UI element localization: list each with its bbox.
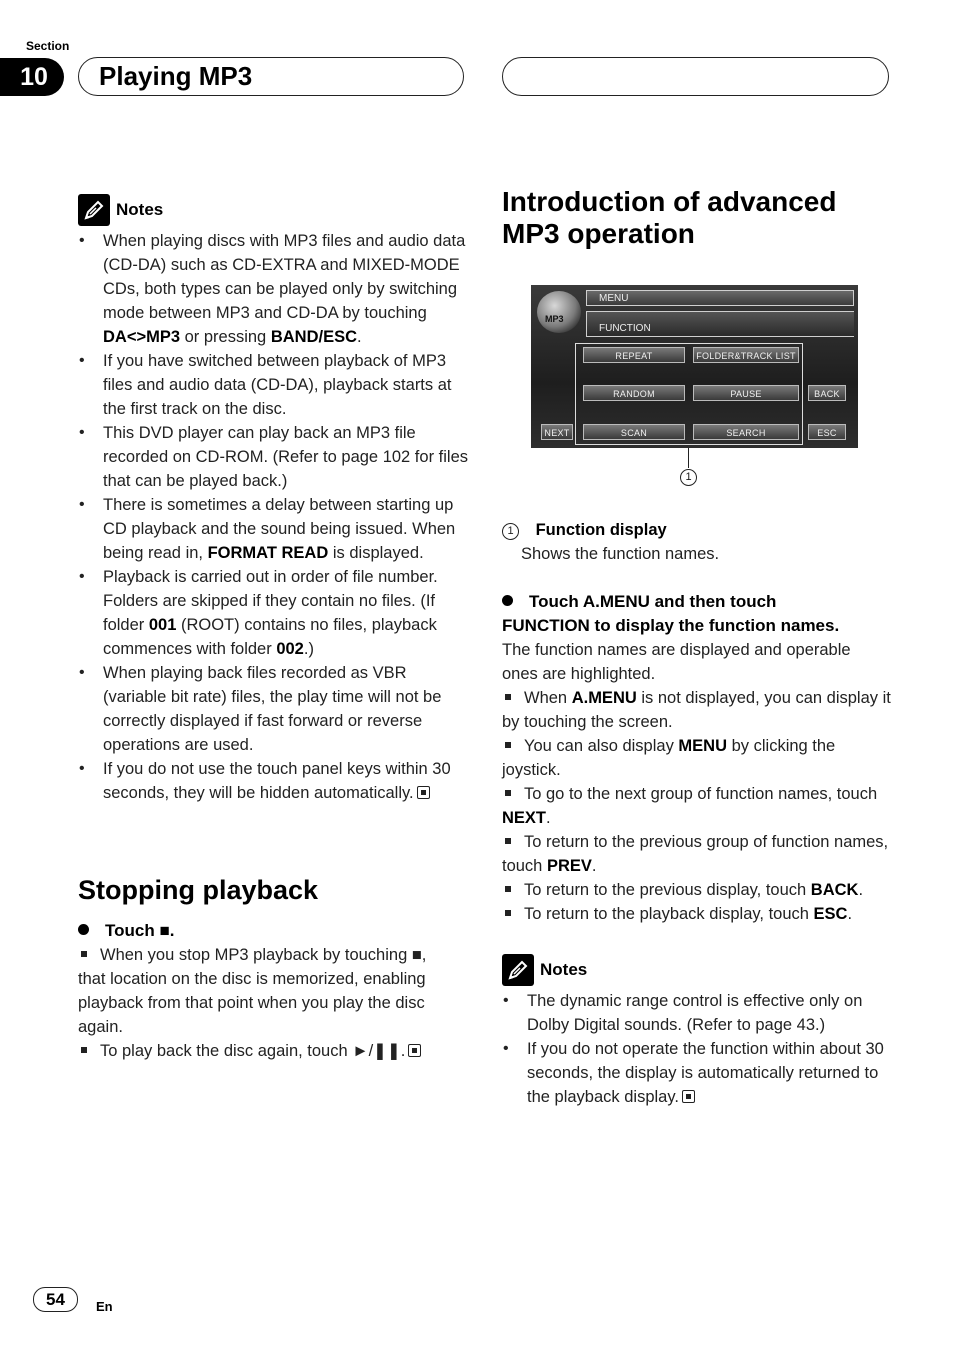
bold-term: FORMAT READ [207,544,329,562]
notes-heading [78,194,468,226]
screen-repeat-button[interactable]: REPEAT [583,347,685,363]
note-item [78,349,468,421]
text-run: . [591,857,597,875]
square-bullet-icon [505,790,511,796]
screen-pause-button[interactable]: PAUSE [693,385,799,401]
intro-heading-line: Introduction of advanced [502,186,837,217]
function-step-desc: The function names are displayed and operable ones are highlighted. [502,641,851,683]
notes-title: Notes [540,960,588,979]
screen-esc-button[interactable]: ESC [808,424,846,440]
text-run: . [847,905,853,923]
info-bullet [502,902,892,926]
legend-title: Function display [535,521,667,539]
text-run: To return to the previous group of function names, touch [502,833,889,875]
bold-term: MENU [678,737,728,755]
bold-term: PREV [546,857,592,875]
header-blank-pill [502,57,889,96]
callout-number-text: 1 [680,469,697,486]
stopping-bullet-text: When you stop MP3 playback by touching ■, that location on the disc is memorized, enabling playback from that point when you play the disc again. [78,946,427,1036]
end-mark-icon [417,786,430,799]
section-title: Playing MP3 [78,57,464,96]
text-run: There is sometimes a delay between starting up CD playback and the sound being issued. When being read in, [103,496,456,562]
note-item [78,493,468,565]
square-bullet-icon [505,694,511,700]
pencil-note-icon [78,194,110,226]
info-bullet [502,782,892,830]
square-bullet-icon [505,742,511,748]
note-item [502,1037,892,1109]
bold-term: DA<>MP3 [103,328,181,346]
screen-next-button[interactable]: NEXT [541,424,573,440]
note-item [78,565,468,661]
bold-term: BAND/ESC [270,328,358,346]
left-notes-list [78,229,468,805]
right-notes-list [502,989,892,1109]
section-label: Section [26,39,70,53]
function-display-screen [531,285,858,448]
stopping-heading: Stopping playback [78,875,319,905]
step-bullet-icon [78,924,89,935]
text-run: You can also display [524,737,679,755]
screen-function-bar[interactable]: FUNCTION [586,311,854,337]
text-run: To return to the previous display, touch [524,881,811,899]
text-run: .) [303,640,314,658]
stopping-step-text: Touch ■. [105,921,175,940]
text-run: is not displayed, you can display it by touching the screen. [502,689,891,731]
intro-heading [502,186,922,250]
text-run: When [524,689,572,707]
note-item [502,989,892,1037]
text-run: Playback is carried out in order of file number. Folders are skipped if they contain no files. (If folder [103,568,438,634]
left-column [78,194,468,1063]
section-number: 10 [0,58,64,96]
page-number: 54 [33,1287,78,1312]
text-run: If you do not use the touch panel keys within 30 seconds, they will be hidden automatically. [103,760,451,802]
note-item [78,757,468,805]
note-item [78,661,468,757]
square-bullet-icon [81,1047,87,1053]
stopping-bullet [78,1039,468,1063]
info-bullet [502,830,892,878]
text-run: When playing back files recorded as VBR (variable bit rate) files, the play time will not be correctly displayed if fast forward or reverse operations are used. [103,664,442,754]
legend-item [502,518,897,542]
text-run: (ROOT) contains no files, playback commences with folder [103,616,437,658]
note-item [78,421,468,493]
right-bullets [502,686,892,926]
mp3-logo-icon [537,291,581,333]
note-text: If you do not operate the function within about 30 seconds, the display is automatically returned to the playback display. [527,1040,884,1106]
bold-term: NEXT [502,809,547,827]
info-bullet [502,734,892,782]
square-bullet-icon [505,886,511,892]
end-mark-icon [408,1044,421,1057]
screen-back-button[interactable]: BACK [808,385,846,401]
text-run: . [357,328,362,346]
screen-random-button[interactable]: RANDOM [583,385,685,401]
bold-term: ESC [813,905,848,923]
notes-heading [502,954,897,986]
square-bullet-icon [505,910,511,916]
text-run: To go to the next group of function names, touch [524,785,878,803]
screen-search-button[interactable]: SEARCH [693,424,799,440]
stopping-bullet-text: To play back the disc again, touch ►/❚❚. [100,1042,406,1060]
legend-desc: Shows the function names. [521,545,720,563]
stopping-bullet [78,943,458,1039]
step-bullet-icon [502,595,513,606]
info-bullet [502,878,892,902]
function-step [502,590,897,638]
intro-heading-line: MP3 operation [502,218,695,249]
text-run: If you have switched between playback of MP3 files and audio data (CD-DA), playback starts at the first track on the disc. [103,352,452,418]
screen-menu-bar[interactable]: MENU [586,290,854,306]
function-step-line: Touch A.MENU and then touch [529,592,777,611]
notes-title: Notes [116,200,164,219]
bold-term: A.MENU [571,689,637,707]
pencil-note-icon [502,954,534,986]
note-item [78,229,468,349]
text-run: When playing discs with MP3 files and audio data (CD-DA) such as CD-EXTRA and MIXED-MODE CDs, both types can be played only by switching mode between MP3 and CD-DA by touching [103,232,466,322]
stopping-step [78,919,468,943]
note-text: The dynamic range control is effective only on Dolby Digital sounds. (Refer to page 43.) [527,992,863,1034]
right-column [502,518,897,1109]
text-run: is displayed. [328,544,424,562]
legend-number: 1 [502,523,519,540]
callout-number [680,468,697,486]
mp3-logo-text: MP3 [545,314,564,324]
text-run: To return to the playback display, touch [524,905,814,923]
function-step-line: FUNCTION to display the function names. [502,616,840,635]
callout-line [688,448,689,468]
end-mark-icon [682,1090,695,1103]
text-run: . [546,809,551,827]
text-run: . [858,881,864,899]
text-run: or pressing [180,328,271,346]
square-bullet-icon [81,951,87,957]
language-code: En [96,1299,113,1314]
text-run: by clicking the joystick. [502,737,836,779]
bold-term: 001 [148,616,177,634]
bold-term: 002 [276,640,304,658]
square-bullet-icon [505,838,511,844]
bold-term: BACK [810,881,859,899]
screen-folder-track-list-button[interactable]: FOLDER&TRACK LIST [693,347,799,363]
info-bullet [502,686,892,734]
text-run: This DVD player can play back an MP3 file recorded on CD-ROM. (Refer to page 102 for files that can be played back.) [103,424,468,490]
screen-scan-button[interactable]: SCAN [583,424,685,440]
